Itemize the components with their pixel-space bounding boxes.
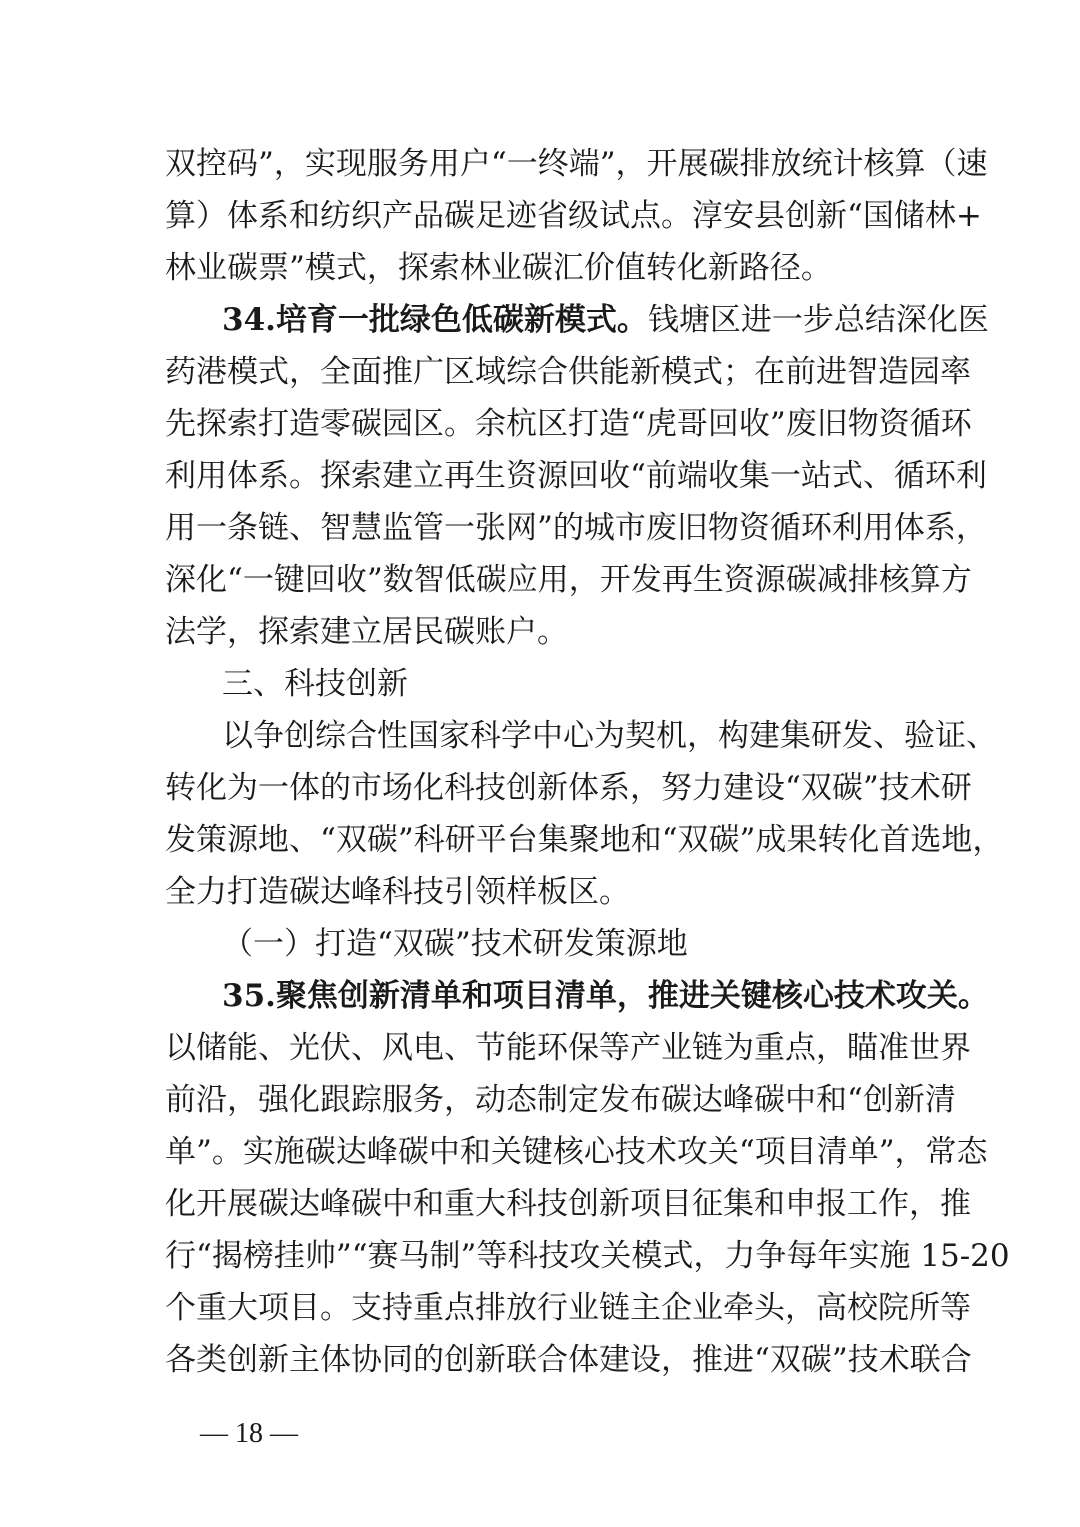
subsection-heading: （一）打造“双碳”技术研发策源地 <box>222 926 688 962</box>
paragraph-line: 药港模式，全面推广区域综合供能新模式；在前进智造园率 <box>165 354 971 390</box>
item-34-number: 34. <box>222 302 276 338</box>
paragraph-line: 发策源地、“双碳”科研平台集聚地和“双碳”成果转化首选地， <box>165 822 1004 858</box>
paragraph-line: 用一条链、智慧监管一张网”的城市废旧物资循环利用体系， <box>165 510 987 546</box>
paragraph-line: 个重大项目。支持重点排放行业链主企业牵头，高校院所等 <box>165 1290 971 1326</box>
paragraph-line: 以储能、光伏、风电、节能环保等产业链为重点，瞄准世界 <box>165 1030 971 1066</box>
paragraph-line: 先探索打造零碳园区。余杭区打造“虎哥回收”废旧物资循环 <box>165 406 972 442</box>
paragraph-line: 全力打造碳达峰科技引领样板区。 <box>165 874 630 910</box>
item-34-first-line <box>222 293 989 347</box>
paragraph-line: 转化为一体的市场化科技创新体系，努力建设“双碳”技术研 <box>165 770 972 806</box>
item-35-title: 聚焦创新清单和项目清单，推进关键核心技术攻关。 <box>275 978 989 1014</box>
paragraph-line: 林业碳票”模式，探索林业碳汇价值转化新路径。 <box>165 250 832 286</box>
paragraph-line: 单”。实施碳达峰碳中和关键核心技术攻关“项目清单”，常态 <box>165 1134 988 1170</box>
item-34-title: 培育一批绿色低碳新模式。 <box>275 302 648 338</box>
paragraph-line: 法学，探索建立居民碳账户。 <box>165 614 568 650</box>
paragraph-line: 行“揭榜挂帅”“赛马制”等科技攻关模式，力争每年实施 15-20 <box>165 1238 1010 1274</box>
item-34-text: 钱塘区进一步总结深化医 <box>647 302 989 338</box>
item-35-first-line <box>222 969 989 1023</box>
paragraph-line: 前沿，强化跟踪服务，动态制定发布碳达峰碳中和“创新清 <box>165 1082 956 1118</box>
paragraph-line: 各类创新主体协同的创新联合体建设，推进“双碳”技术联合 <box>165 1342 972 1378</box>
paragraph-line: 双控码”，实现服务用户“一终端”，开展碳排放统计核算（速 <box>165 146 988 182</box>
paragraph-line: 深化“一键回收”数智低碳应用，开发再生资源碳减排核算方 <box>165 562 972 598</box>
item-35-number: 35. <box>222 978 276 1014</box>
paragraph-line: 化开展碳达峰碳中和重大科技创新项目征集和申报工作，推 <box>165 1186 971 1222</box>
paragraph-line: 利用体系。探索建立再生资源回收“前端收集一站式、循环利 <box>165 458 987 494</box>
page-number: — 18 — <box>200 1418 298 1449</box>
section-heading: 三、科技创新 <box>222 666 408 702</box>
paragraph-line: 以争创综合性国家科学中心为契机，构建集研发、验证、 <box>222 718 997 754</box>
paragraph-line: 算）体系和纺织产品碳足迹省级试点。淳安县创新“国储林+ <box>165 198 982 234</box>
